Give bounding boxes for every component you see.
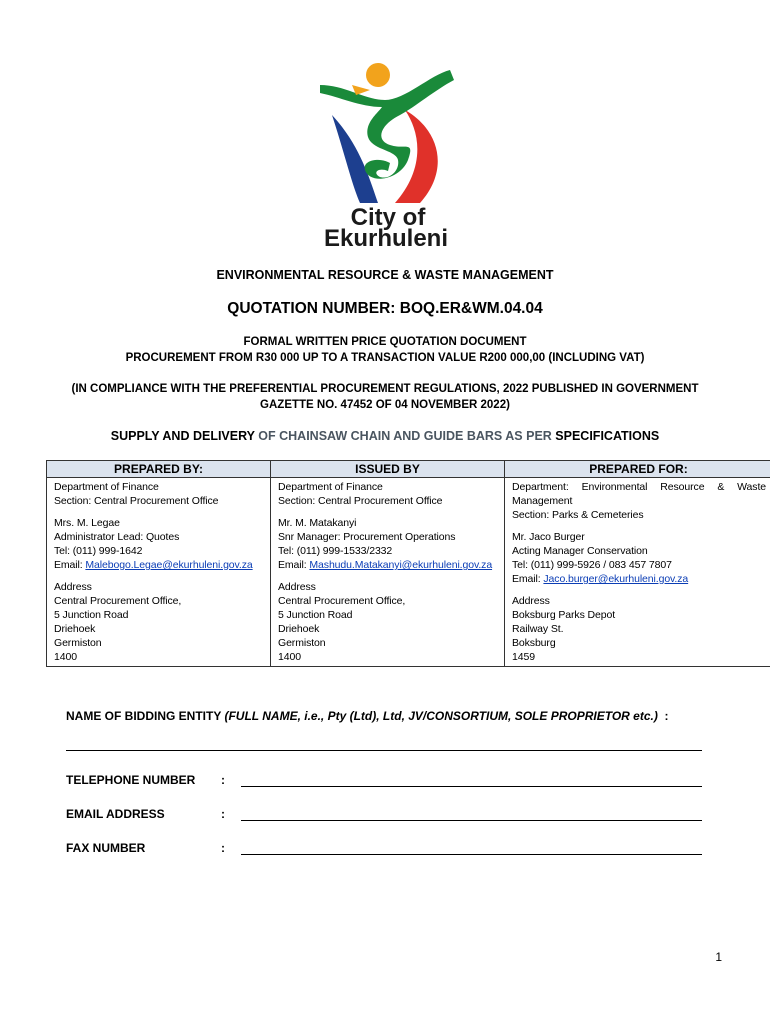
issued-by-dept: Department of Finance bbox=[278, 481, 383, 493]
telephone-colon: : bbox=[221, 773, 225, 787]
header-prepared-for: PREPARED FOR: bbox=[505, 461, 770, 478]
address-line: Germiston bbox=[54, 637, 102, 649]
prepared-for-dept: Department: Environmental Resource & Waste Management bbox=[512, 481, 766, 507]
issued-by-section: Section: Central Procurement Office bbox=[278, 495, 443, 507]
prepared-by-name: Mrs. M. Legae bbox=[54, 517, 120, 529]
address-line: 5 Junction Road bbox=[278, 609, 353, 621]
quotation-number: QUOTATION NUMBER: BOQ.ER&WM.04.04 bbox=[227, 300, 543, 317]
address-line: 1400 bbox=[54, 651, 77, 663]
logo-line-1: City of bbox=[350, 204, 426, 231]
issued-by-email-line bbox=[278, 558, 498, 572]
supply-prefix: SUPPLY AND DELIVERY bbox=[110, 429, 255, 443]
issued-by-role: Snr Manager: Procurement Operations bbox=[278, 531, 456, 543]
address-line: 1459 bbox=[512, 651, 535, 663]
city-of-ekurhuleni-logo bbox=[300, 45, 480, 255]
bidding-entity-input-line[interactable] bbox=[66, 750, 702, 751]
address-line: 5 Junction Road bbox=[54, 609, 129, 621]
email-address-colon: : bbox=[221, 807, 225, 821]
formal-document-title: FORMAL WRITTEN PRICE QUOTATION DOCUMENT bbox=[243, 336, 527, 348]
address-line: Railway St. bbox=[512, 623, 564, 635]
fax-number-colon: : bbox=[221, 841, 225, 855]
issued-by-name: Mr. M. Matakanyi bbox=[278, 517, 357, 529]
logo-head bbox=[366, 63, 390, 87]
email-label: Email: bbox=[512, 573, 541, 585]
procurement-range: PROCUREMENT FROM R30 000 UP TO A TRANSACTION VALUE R200 000,00 (INCLUDING VAT) bbox=[125, 352, 645, 364]
prepared-for-name: Mr. Jaco Burger bbox=[512, 531, 585, 543]
bidding-hint: (FULL NAME, i.e., Pty (Ltd), Ltd, JV/CONSORTIUM, SOLE PROPRIETOR etc.) bbox=[224, 709, 658, 723]
supply-heading bbox=[0, 429, 770, 443]
prepared-for-cell bbox=[505, 478, 770, 667]
prepared-for-role: Acting Manager Conservation bbox=[512, 545, 648, 557]
issued-by-email-link[interactable]: Mashudu.Matakanyi@ekurhuleni.gov.za bbox=[309, 559, 493, 571]
prepared-by-cell bbox=[47, 478, 271, 667]
address-line: Central Procurement Office, bbox=[278, 595, 406, 607]
header-issued-by: ISSUED BY bbox=[271, 461, 505, 478]
bidding-colon: : bbox=[664, 709, 669, 723]
fax-number-input-line[interactable] bbox=[241, 854, 702, 855]
prepared-by-dept: Department of Finance bbox=[54, 481, 159, 493]
contacts-header-row bbox=[47, 461, 770, 478]
address-line: Germiston bbox=[278, 637, 326, 649]
supply-of: OF bbox=[258, 429, 276, 443]
bidding-label: NAME OF BIDDING ENTITY bbox=[66, 709, 222, 723]
prepared-for-email-line bbox=[512, 572, 766, 586]
address-line: 1400 bbox=[278, 651, 301, 663]
prepared-for-section: Section: Parks & Cemeteries bbox=[512, 509, 644, 521]
address-line: Driehoek bbox=[54, 623, 96, 635]
address-line: Boksburg bbox=[512, 637, 556, 649]
logo-line-2: Ekurhuleni bbox=[323, 225, 449, 252]
address-label: Address bbox=[512, 595, 550, 607]
prepared-by-section: Section: Central Procurement Office bbox=[54, 495, 219, 507]
fax-number-label: FAX NUMBER bbox=[66, 841, 146, 855]
compliance-line-1: (IN COMPLIANCE WITH THE PREFERENTIAL PROCUREMENT REGULATIONS, 2022 PUBLISHED IN GOVERNMENT bbox=[71, 383, 699, 395]
issued-by-cell bbox=[271, 478, 505, 667]
compliance-line-2: GAZETTE NO. 47452 OF 04 NOVEMBER 2022) bbox=[260, 399, 510, 411]
supply-suffix: SPECIFICATIONS bbox=[555, 429, 660, 443]
prepared-by-email-line bbox=[54, 558, 264, 572]
prepared-by-role: Administrator Lead: Quotes bbox=[54, 531, 180, 543]
address-line: Driehoek bbox=[278, 623, 320, 635]
contacts-body-row bbox=[47, 478, 770, 667]
telephone-label: TELEPHONE NUMBER bbox=[66, 773, 196, 787]
header-prepared-by: PREPARED BY: bbox=[47, 461, 271, 478]
address-label: Address bbox=[54, 581, 92, 593]
address-label: Address bbox=[278, 581, 316, 593]
email-address-input-line[interactable] bbox=[241, 820, 702, 821]
prepared-by-email-link[interactable]: Malebogo.Legae@ekurhuleni.gov.za bbox=[85, 559, 253, 571]
page-number: 1 bbox=[715, 950, 722, 964]
prepared-by-tel: Tel: (011) 999-1642 bbox=[54, 545, 143, 557]
supply-subject: CHAINSAW CHAIN AND GUIDE BARS AS PER bbox=[279, 429, 552, 443]
department-heading: ENVIRONMENTAL RESOURCE & WASTE MANAGEMENT bbox=[216, 268, 554, 282]
issued-by-tel: Tel: (011) 999-1533/2332 bbox=[278, 545, 393, 557]
prepared-for-email-link[interactable]: Jaco.burger@ekurhuleni.gov.za bbox=[543, 573, 689, 585]
email-label: Email: bbox=[54, 559, 83, 571]
email-label: Email: bbox=[278, 559, 307, 571]
bidding-entity-label bbox=[66, 709, 669, 723]
telephone-input-line[interactable] bbox=[241, 786, 702, 787]
prepared-for-tel: Tel: (011) 999-5926 / 083 457 7807 bbox=[512, 559, 672, 571]
email-address-label: EMAIL ADDRESS bbox=[66, 807, 165, 821]
address-line: Central Procurement Office, bbox=[54, 595, 182, 607]
contacts-table bbox=[46, 460, 770, 667]
address-line: Boksburg Parks Depot bbox=[512, 609, 616, 621]
